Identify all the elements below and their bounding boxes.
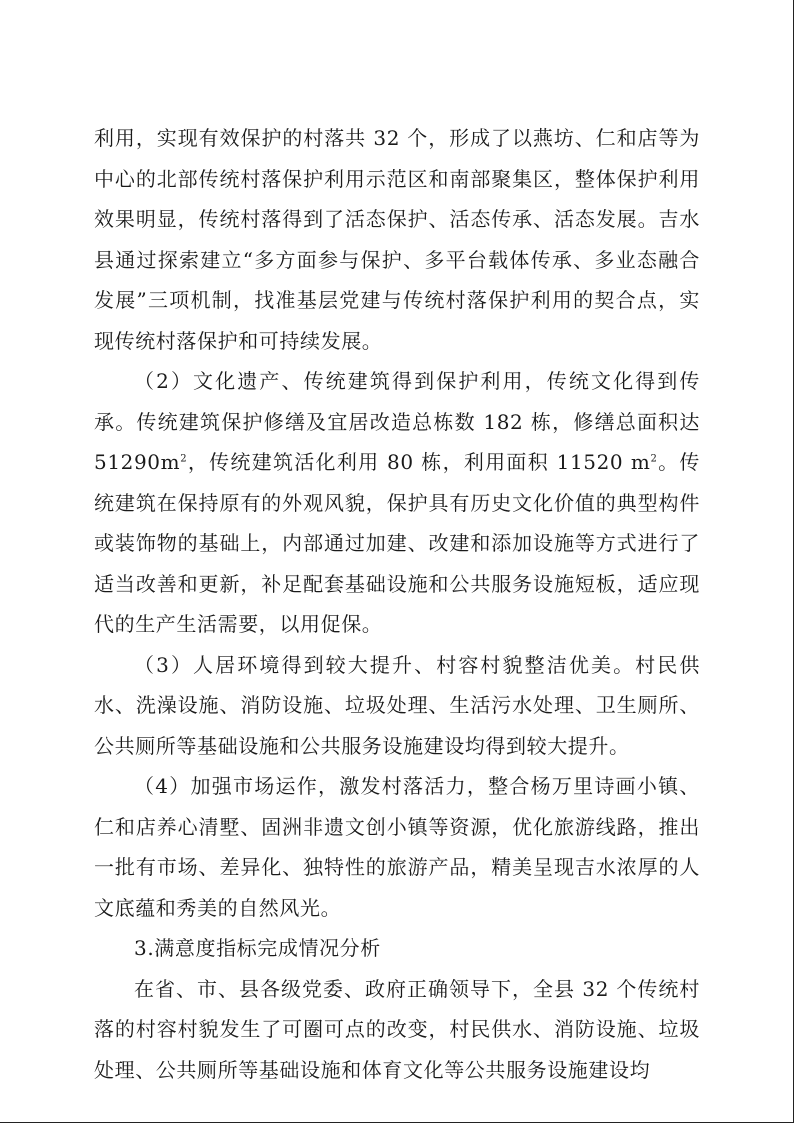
paragraph-living-environment: （3）人居环境得到较大提升、村容村貌整洁优美。村民供水、洗澡设施、消防设施、垃圾处理、生活污水处理、卫生厕所、公共厕所等基础设施和公共服务设施建设均得到较大提升。 <box>94 652 700 758</box>
paragraph-text: 。传统建筑在保持原有的外观风貌，保护具有历史文化价值的典型构件或装饰物的基础上，内部通过加建、改建和添加设施等方式进行了适当改善和更新，补足配套基础设施和公共服务设施短板，适应现代的生产生活需要，以用促保。 <box>94 450 700 636</box>
paragraph-cultural-heritage <box>94 361 700 645</box>
paragraph-satisfaction: 在省、市、县各级党委、政府正确领导下，全县 32 个传统村落的村容村貌发生了可圈可点的改变，村民供水、消防设施、垃圾处理、公共厕所等基础设施和体育文化等公共服务设施建设均 <box>94 976 700 1082</box>
document-body <box>94 118 700 1090</box>
paragraph-text: （2）文化遗产、传统建筑得到保护利用，传统文化得到传承。传统建筑保护修缮及宜居改造总栋数 182 栋，修缮总面积达 51290m <box>94 369 700 474</box>
paragraph-protection-results: 利用，实现有效保护的村落共 32 个，形成了以燕坊、仁和店等为中心的北部传统村落保护利用示范区和南部聚集区，整体保护利用效果明显，传统村落得到了活态保护、活态传承、活态发展。吉水县通过探索建立“多方面参与保护、多平台载体传承、多业态融合发展”三项机制，找准基层党建与传统村落保护利用的契合点，实现传统村落保护和可持续发展。 <box>94 126 700 353</box>
superscript: 2 <box>650 453 658 465</box>
paragraph-market-operation: （4）加强市场运作，激发村落活力，整合杨万里诗画小镇、仁和店养心清墅、固洲非遗文创小镇等资源，优化旅游线路，推出一批有市场、差异化、独特性的旅游产品，精美呈现吉水浓厚的人文底蕴和秀美的自然风光。 <box>94 774 700 920</box>
section-heading: 3.满意度指标完成情况分析 <box>134 936 381 960</box>
paragraph-text: ，传统建筑活化利用 80 栋，利用面积 11520 m <box>187 450 651 474</box>
superscript: 2 <box>180 453 188 465</box>
